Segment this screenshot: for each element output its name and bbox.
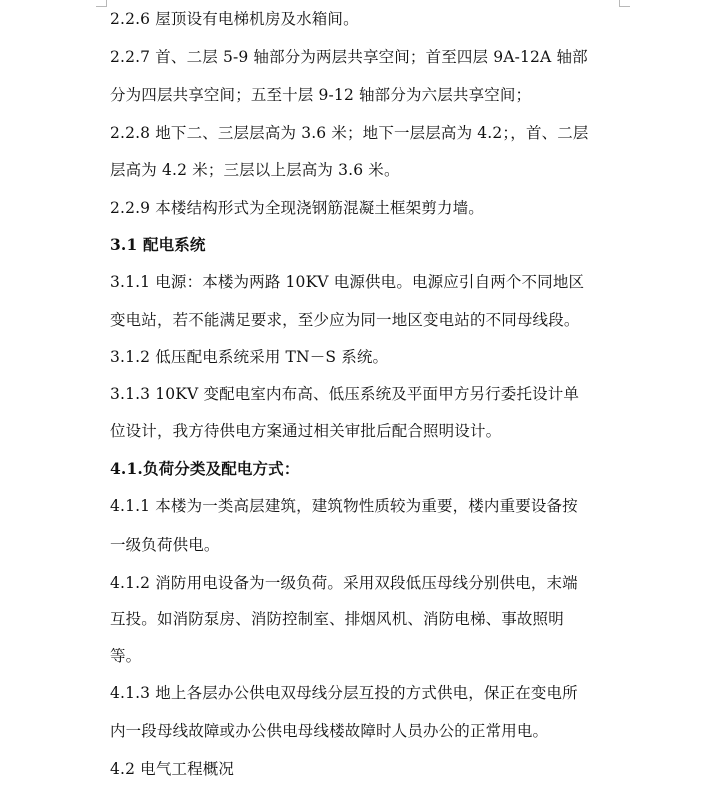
section-heading: 3.1 配电系统 — [110, 235, 206, 254]
text-line: 2.2.7 首、二层 5-9 轴部分为两层共享空间；首至四层 9A-12A 轴部 — [110, 48, 588, 66]
text-line: 2.2.9 本楼结构形式为全现浇钢筋混凝土框架剪力墙。 — [110, 199, 484, 217]
text-line: 分为四层共享空间；五至十层 9-12 轴部分为六层共享空间； — [110, 86, 532, 104]
text-line: 互投。如消防泵房、消防控制室、排烟风机、消防电梯、事故照明 — [110, 610, 564, 628]
text-line: 一级负荷供电。 — [110, 536, 220, 554]
section-heading: 4.1.负荷分类及配电方式： — [110, 459, 300, 478]
text-line: 4.1.1 本楼为一类高层建筑，建筑物性质较为重要，楼内重要设备按 — [110, 497, 578, 515]
text-line: 2.2.8 地下二、三层层高为 3.6 米；地下一层层高为 4.2；，首、二层 — [110, 124, 589, 142]
margin-corner-mark-left — [96, 0, 107, 7]
text-line: 层高为 4.2 米；三层以上层高为 3.6 米。 — [110, 161, 400, 179]
text-line: 3.1.1 电源：本楼为两路 10KV 电源供电。电源应引自两个不同地区 — [110, 273, 585, 291]
text-line: 3.1.3 10KV 变配电室内布高、低压系统及平面甲方另行委托设计单 — [110, 385, 580, 403]
margin-corner-mark-right — [619, 0, 630, 7]
text-line: 4.1.2 消防用电设备为一级负荷。采用双段低压母线分别供电，末端 — [110, 574, 578, 592]
text-line: 4.1.3 地上各层办公供电双母线分层互投的方式供电，保正在变电所 — [110, 684, 578, 702]
text-line: 等。 — [110, 647, 142, 665]
text-line: 位设计，我方待供电方案通过相关审批后配合照明设计。 — [110, 422, 502, 440]
text-line: 内一段母线故障或办公供电母线楼故障时人员办公的正常用电。 — [110, 722, 549, 740]
text-line: 4.2 电气工程概况 — [110, 760, 235, 778]
text-line: 变电站，若不能满足要求，至少应为同一地区变电站的不同母线段。 — [110, 311, 580, 329]
text-line: 3.1.2 低压配电系统采用 TN－S 系统。 — [110, 348, 389, 366]
text-line: 2.2.6 屋顶设有电梯机房及水箱间。 — [110, 10, 359, 28]
